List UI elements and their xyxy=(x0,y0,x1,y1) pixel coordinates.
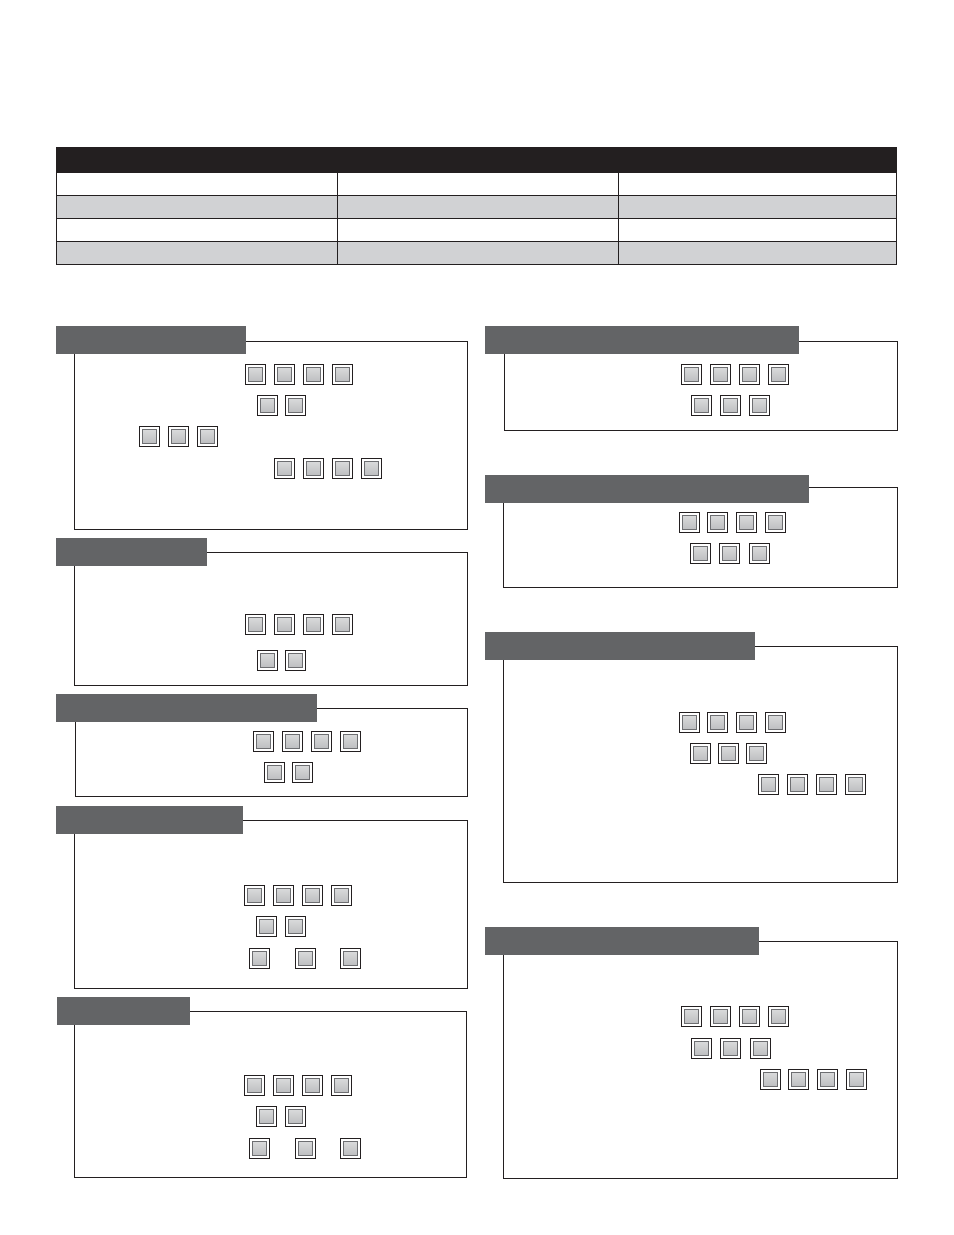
key-icon xyxy=(739,364,760,385)
key-icon xyxy=(285,1106,306,1127)
key-icon xyxy=(303,458,324,479)
key-icon xyxy=(720,395,741,416)
key-icon xyxy=(679,512,700,533)
key-icon xyxy=(707,712,728,733)
key-icon xyxy=(197,426,218,447)
table-row xyxy=(57,241,896,264)
key-icon xyxy=(736,712,757,733)
instruction-panel xyxy=(74,1011,467,1178)
key-icon xyxy=(710,364,731,385)
table-cell xyxy=(618,242,896,264)
panel-heading xyxy=(485,632,755,660)
table-row xyxy=(57,195,896,218)
key-icon xyxy=(691,1038,712,1059)
key-icon xyxy=(245,614,266,635)
key-icon xyxy=(710,1006,731,1027)
key-icon xyxy=(707,512,728,533)
reference-table xyxy=(56,147,897,265)
key-icon xyxy=(690,743,711,764)
key-icon xyxy=(739,1006,760,1027)
key-icon xyxy=(295,1138,316,1159)
key-icon xyxy=(846,1069,867,1090)
key-icon xyxy=(720,1038,741,1059)
key-icon xyxy=(274,458,295,479)
key-icon xyxy=(249,948,270,969)
key-icon xyxy=(750,1038,771,1059)
instruction-panel xyxy=(504,341,898,431)
key-icon xyxy=(303,614,324,635)
instruction-panel xyxy=(503,941,898,1179)
table-row xyxy=(57,218,896,241)
panel-heading xyxy=(485,326,799,354)
key-icon xyxy=(256,1106,277,1127)
key-icon xyxy=(719,543,740,564)
key-icon xyxy=(681,364,702,385)
key-icon xyxy=(746,743,767,764)
key-icon xyxy=(749,543,770,564)
key-icon xyxy=(244,885,265,906)
key-icon xyxy=(816,774,837,795)
key-icon xyxy=(168,426,189,447)
key-icon xyxy=(285,650,306,671)
table-cell xyxy=(57,173,337,195)
key-icon xyxy=(787,774,808,795)
panel-heading xyxy=(56,326,246,354)
key-icon xyxy=(274,364,295,385)
instruction-panel xyxy=(74,341,468,530)
table-cell xyxy=(337,196,618,218)
panel-heading xyxy=(56,538,207,566)
table-row xyxy=(57,172,896,195)
key-icon xyxy=(340,948,361,969)
table-header-cell xyxy=(57,148,337,172)
table-cell xyxy=(618,219,896,241)
table-cell xyxy=(618,196,896,218)
key-icon xyxy=(257,650,278,671)
panel-heading xyxy=(56,806,243,834)
key-icon xyxy=(285,395,306,416)
key-icon xyxy=(264,762,285,783)
key-icon xyxy=(331,885,352,906)
key-icon xyxy=(690,543,711,564)
table-cell xyxy=(57,196,337,218)
key-icon xyxy=(303,364,324,385)
key-icon xyxy=(257,395,278,416)
key-icon xyxy=(302,1075,323,1096)
table-cell xyxy=(337,242,618,264)
panel-heading xyxy=(485,475,809,503)
key-icon xyxy=(340,1138,361,1159)
key-icon xyxy=(302,885,323,906)
key-icon xyxy=(331,1075,352,1096)
key-icon xyxy=(332,364,353,385)
key-icon xyxy=(295,948,316,969)
key-icon xyxy=(765,512,786,533)
key-icon xyxy=(788,1069,809,1090)
table-header-cell xyxy=(337,148,618,172)
key-icon xyxy=(361,458,382,479)
key-icon xyxy=(139,426,160,447)
key-icon xyxy=(245,364,266,385)
key-icon xyxy=(691,395,712,416)
key-icon xyxy=(332,614,353,635)
key-icon xyxy=(679,712,700,733)
key-icon xyxy=(765,712,786,733)
instruction-panel xyxy=(74,820,468,989)
table-cell xyxy=(57,242,337,264)
key-icon xyxy=(340,731,361,752)
key-icon xyxy=(244,1075,265,1096)
panel-heading xyxy=(56,694,317,722)
key-icon xyxy=(282,731,303,752)
key-icon xyxy=(845,774,866,795)
key-icon xyxy=(681,1006,702,1027)
table-cell xyxy=(57,219,337,241)
key-icon xyxy=(273,1075,294,1096)
table-header xyxy=(57,148,896,172)
key-icon xyxy=(768,364,789,385)
key-icon xyxy=(736,512,757,533)
key-icon xyxy=(311,731,332,752)
key-icon xyxy=(332,458,353,479)
table-header-cell xyxy=(618,148,896,172)
panel-heading xyxy=(485,927,759,955)
key-icon xyxy=(768,1006,789,1027)
key-icon xyxy=(760,1069,781,1090)
key-icon xyxy=(273,885,294,906)
key-icon xyxy=(249,1138,270,1159)
key-icon xyxy=(718,743,739,764)
table-cell xyxy=(337,219,618,241)
table-cell xyxy=(618,173,896,195)
key-icon xyxy=(758,774,779,795)
key-icon xyxy=(253,731,274,752)
panel-heading xyxy=(57,997,190,1025)
instruction-panel xyxy=(503,646,898,883)
key-icon xyxy=(817,1069,838,1090)
key-icon xyxy=(274,614,295,635)
key-icon xyxy=(285,916,306,937)
key-icon xyxy=(749,395,770,416)
table-cell xyxy=(337,173,618,195)
key-icon xyxy=(256,916,277,937)
key-icon xyxy=(292,762,313,783)
